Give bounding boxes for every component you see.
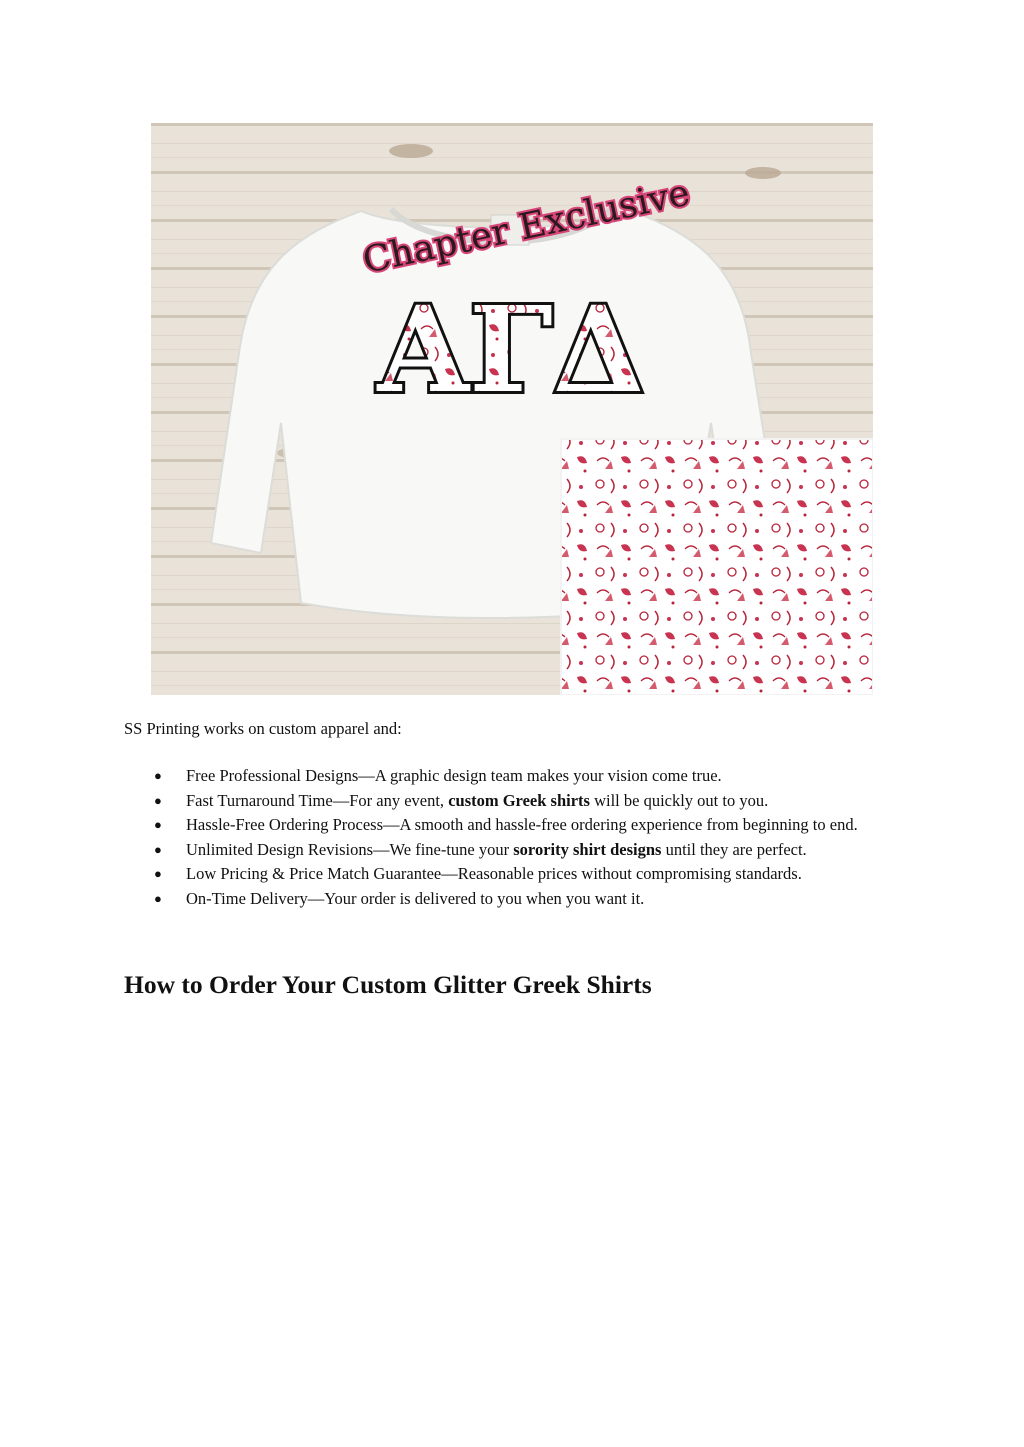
fabric-swatch — [561, 439, 873, 695]
feature-item — [124, 813, 914, 838]
bullet-icon: ● — [154, 792, 162, 808]
feature-text: Free Professional Designs—A graphic design team makes your vision come true. — [186, 766, 722, 785]
shirt-letters: ΑΓΔ — [377, 280, 645, 419]
feature-text: Unlimited Design Revisions—We fine-tune your — [186, 839, 514, 859]
bullet-icon: ● — [154, 890, 162, 906]
feature-item — [124, 764, 914, 789]
feature-item — [124, 887, 914, 912]
intro-text: SS Printing works on custom apparel and: — [124, 719, 402, 738]
feature-text: On-Time Delivery—Your order is delivered to you when you want it. — [186, 888, 645, 908]
product-photo-svg — [151, 123, 873, 695]
feature-item — [124, 789, 914, 814]
feature-keyword: custom Greek shirts — [448, 790, 590, 810]
feature-text: Fast Turnaround Time—For any event, — [186, 790, 449, 810]
product-photo — [151, 123, 873, 695]
bullet-icon: ● — [154, 841, 162, 857]
feature-text-end: will be quickly out to you. — [589, 790, 769, 810]
chapter-exclusive-label: Chapter Exclusive — [359, 172, 694, 282]
feature-list — [124, 764, 914, 911]
feature-text-end: until they are perfect. — [661, 839, 807, 859]
feature-item — [124, 838, 914, 863]
feature-text: Low Pricing & Price Match Guarantee—Reasonable prices without compromising standards. — [186, 864, 802, 883]
feature-keyword: sorority shirt designs — [513, 839, 662, 859]
bullet-icon: ● — [154, 817, 162, 832]
section-heading: How to Order Your Custom Glitter Greek Shirts — [124, 970, 652, 999]
bullet-icon: ● — [154, 768, 162, 783]
bullet-icon: ● — [154, 866, 162, 881]
feature-item — [124, 862, 914, 887]
feature-text: Hassle-Free Ordering Process—A smooth and hassle-free ordering experience from beginning to end. — [186, 815, 858, 834]
